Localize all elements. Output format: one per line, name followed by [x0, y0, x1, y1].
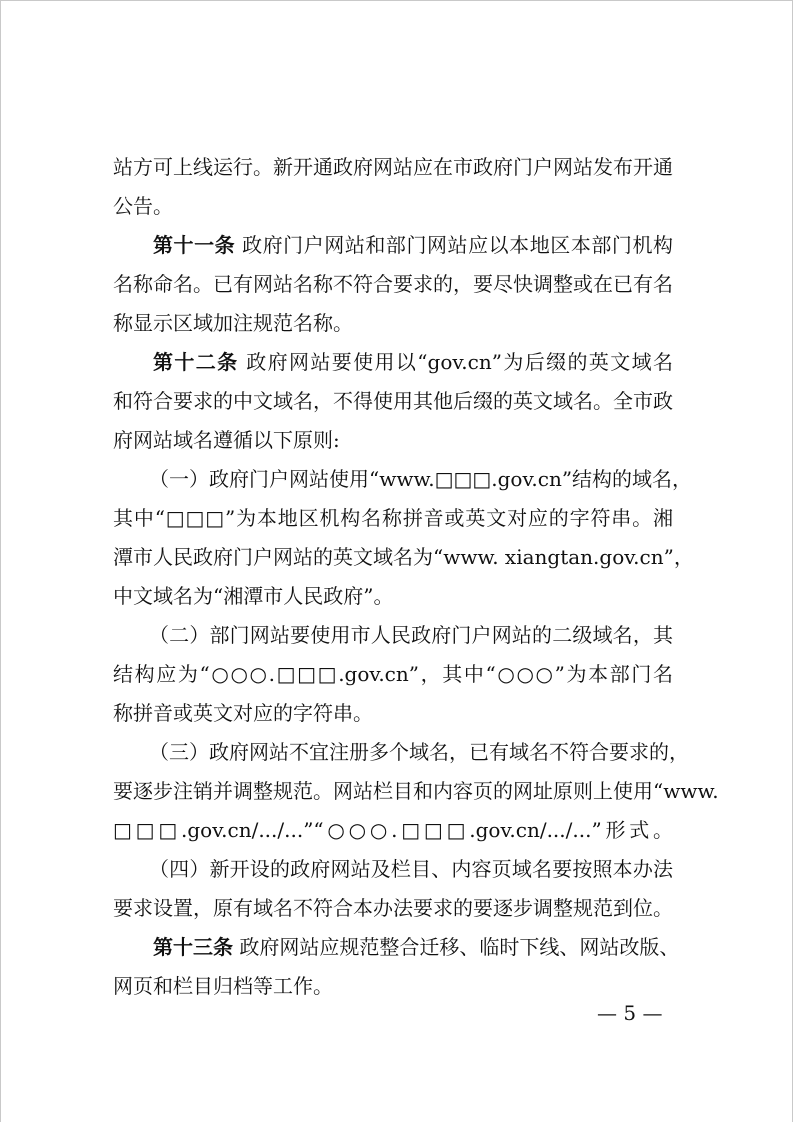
- text-line: 中文域名为“湘潭市人民政府”。: [113, 584, 394, 608]
- article-line: [153, 935, 680, 959]
- article-line: [153, 233, 673, 257]
- text-line: 网页和栏目归档等工作。: [113, 974, 333, 998]
- text-line: 称拼音或英文对应的字符串。: [113, 701, 373, 725]
- text-line: 名称命名。已有网站名称不符合要求的，要尽快调整或在已有名: [113, 272, 673, 296]
- text-line: 府网站域名遵循以下原则:: [113, 428, 340, 452]
- article-heading: 第十三条: [153, 935, 233, 959]
- text-line: （二）部门网站要使用市人民政府门户网站的二级域名，其: [149, 623, 673, 647]
- text-line: 站方可上线运行。新开通政府网站应在市政府门户网站发布开通: [113, 155, 673, 179]
- article-heading: 第十一条: [153, 233, 236, 257]
- text-line: 公告。: [113, 194, 173, 218]
- text-line: （一）政府门户网站使用“www.□□□.gov.cn”结构的域名，: [149, 467, 693, 491]
- text-line: 潭市人民政府门户网站的英文域名为“www. xiangtan.gov.cn”，: [113, 545, 694, 569]
- text-line: 结构应为“○○○.□□□.gov.cn”，其中“○○○”为本部门名: [113, 662, 673, 686]
- text-line: 要求设置，原有域名不符合本办法要求的要逐步调整规范到位。: [113, 896, 673, 920]
- article-line: [153, 350, 673, 374]
- text-line: 称显示区域加注规范名称。: [113, 311, 353, 335]
- text-line: 其中“□□□”为本地区机构名称拼音或英文对应的字符串。湘: [113, 506, 673, 530]
- article-text: 政府网站要使用以“gov.cn”为后缀的英文域名: [238, 350, 674, 374]
- page-number: — 5 —: [597, 1001, 663, 1025]
- article-text: 政府网站应规范整合迁移、临时下线、网站改版、: [233, 935, 680, 959]
- text-line: （四）新开设的政府网站及栏目、内容页域名要按照本办法: [149, 857, 673, 881]
- text-line: □□□.gov.cn/.../...”“○○○.□□□.gov.cn/.../...”形式。: [113, 818, 673, 842]
- text-line: 和符合要求的中文域名，不得使用其他后缀的英文域名。全市政: [113, 389, 673, 413]
- article-text: 政府门户网站和部门网站应以本地区本部门机构: [235, 233, 674, 257]
- text-line: （三）政府网站不宜注册多个域名，已有域名不符合要求的，: [149, 740, 689, 764]
- text-line: 要逐步注销并调整规范。网站栏目和内容页的网址原则上使用“www.: [113, 779, 719, 803]
- article-heading: 第十二条: [153, 350, 239, 374]
